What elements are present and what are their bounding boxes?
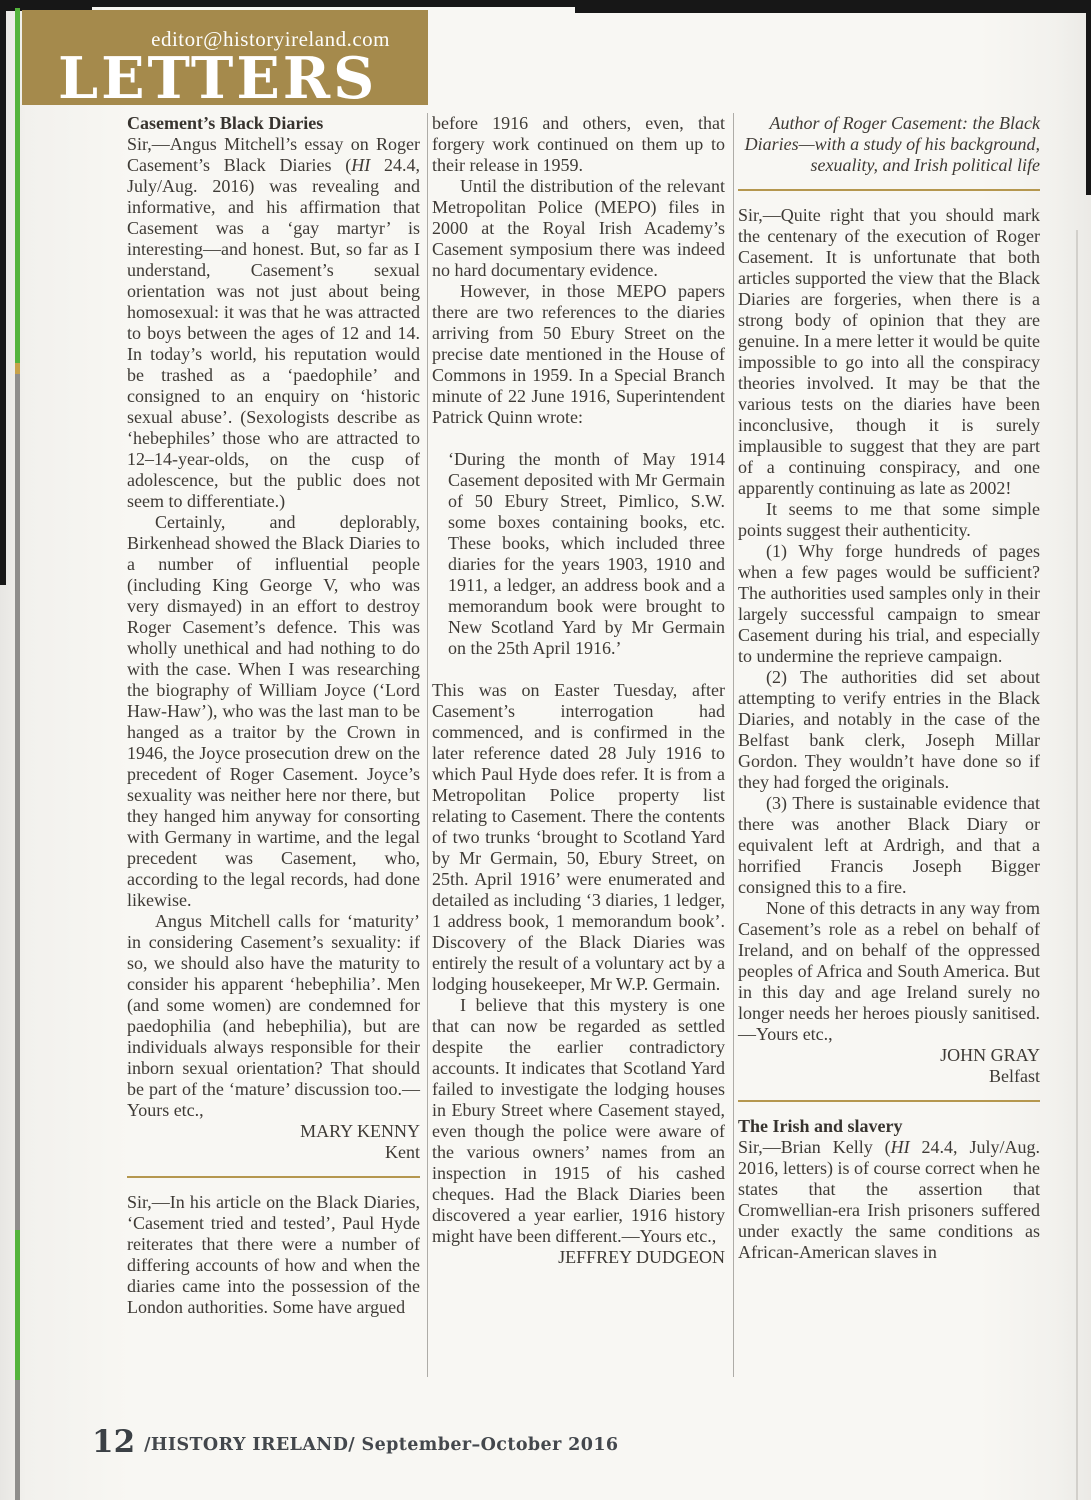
spine-strip-green-top (15, 8, 20, 363)
letter-paragraph: Certainly, and deplorably, Birkenhead showed the Black Diaries to a number of influential people (including King George V, who was very dismayed) in an effort to destroy Roger Casement’s defence. This was wholly unethical and had nothing to do with the case. When I was researching the biography of William Joyce (‘Lord Haw-Haw’), who was the last man to be hanged as a traitor by the Crown in 1946, the Joyce prosecution drew on the precedent of Roger Casement. Joyce’s sexuality was neither here nor there, but they hanged him anyway for consorting with Germany in wartime, and the legal precedent was Casement, who, according to the legal records, had done likewise. (127, 512, 420, 910)
author-credit: Author of Roger Casement: the Black Diaries—with a study of his background, sexuality, and Irish political life (744, 113, 1040, 175)
letters-column-3 (738, 113, 1040, 1263)
letters-banner (22, 10, 428, 112)
letter-paragraph: It seems to me that some simple points suggest their authenticity. (738, 499, 1040, 540)
page-curl-shadow (1076, 230, 1078, 1500)
letter-heading: Casement’s Black Diaries (127, 113, 324, 133)
page-number: 12 (92, 1424, 136, 1460)
letters-column-2 (432, 113, 725, 1268)
letter-paragraph: Sir,—Quite right that you should mark the centenary of the execution of Roger Casement. It is unfortunate that both articles supported the view that the Black Diaries are forgeries, when there is a strong body of opinion that they are genuine. In a mere letter it would be quite impossible to go into all the conspiracy theories involved. It may be that the various tests on the diaries have been inconclusive, though it is surely implausible to suggest that they are part of a continuing conspiracy, and one apparently continuing as late as 2002! (738, 205, 1040, 498)
letter-paragraph: Sir,—Angus Mitchell’s essay on Roger Casement’s Black Diaries (HI 24.4, July/Aug. 2016) was revealing and informative, and his affirmation that Casement was a ‘gay martyr’ is interesting—and honest. But, so far as I understand, Casement’s sexual orientation was not just about being homosexual: it was that he was attracted to boys between the ages of 12 and 14. In today’s world, his reputation would be trashed as a ‘paedophile’ and consigned to an enquiry on ‘historic sexual abuse’. (Sexologists describe as ‘hebephiles’ those who are attracted to 12–14-year-olds, on the cusp of adolescence, but the public does not seem to differentiate.) (127, 134, 420, 511)
scan-top-edge-right (575, 0, 1091, 13)
page-title: LETTERS (58, 45, 378, 112)
letter-paragraph: This was on Easter Tuesday, after Casement’s interrogation had commenced, and is confirmed in the later reference dated 28 July 1916 to which Paul Hyde does refer. It is from a Metropolitan Police property list relating to Casement. There the contents of two trunks ‘brought to Scotland Yard by Mr Germain, 50, Ebury Street, on 25th. April 1916’ were enumerated and detailed as including ‘3 diaries, 1 ledger, 1 address book, 1 memorandum book’. Discovery of the Black Diaries was entirely the result of a voluntary act by a lodging housekeeper, Mr W.P. Germain. (432, 680, 725, 994)
letter-paragraph: None of this detracts in any way from Casement’s role as a rebel on behalf of Ireland, and on behalf of the oppressed peoples of Africa and South America. But in this day and age Ireland surely no longer needs her heroes piously sanitised.—Yours etc., (738, 898, 1040, 1044)
scan-right-edge (1086, 0, 1091, 195)
column-divider-1 (427, 113, 428, 1377)
issue-title: /HISTORY IRELAND/ September–October 2016 (144, 1435, 619, 1455)
page-footer (92, 1424, 618, 1460)
letter-signature: JOHN GRAY Belfast (940, 1045, 1040, 1086)
spine-strip-gold (15, 363, 20, 374)
letter-quote: ‘During the month of May 1914 Casement deposited with Mr Germain of 50 Ebury Street, Pimlico, S.W. some boxes containing books, etc. These books, which included three diaries for the years 1903, 1910 and 1911, a ledger, an address book and a memorandum book were brought to New Scotland Yard by Mr Germain on the 25th April 1916.’ (448, 449, 725, 658)
letter-paragraph: I believe that this mystery is one that can now be regarded as settled despite the earlier contradictory accounts. It indicates that Scotland Yard failed to investigate the lodging houses in Ebury Street where Casement stayed, even though the police were aware of the various owners’ names from an inspection in 1915 of his cashed cheques. Had the Black Diaries been discovered a year earlier, 1916 history might have been different.—Yours etc., (432, 995, 725, 1246)
letter-paragraph: Until the distribution of the relevant Metropolitan Police (MEPO) files in 2000 at the Royal Irish Academy’s Casement symposium there was indeed no hard documentary evidence. (432, 176, 725, 280)
spine-strip-gray-middle (15, 374, 20, 1230)
letter-paragraph: Sir,—Brian Kelly (HI 24.4, July/Aug. 2016, letters) is of course correct when he states that the assertion that Cromwellian-era Irish prisoners suffered under exactly the same conditions as African-American slaves in (738, 1137, 1040, 1262)
letter-paragraph: (1) Why forge hundreds of pages when a few pages would be sufficient? The authorities used samples only in their largely successful campaign to smear Casement during his trial, and especially to undermine the reprieve campaign. (738, 541, 1040, 666)
letter-paragraph: Sir,—In his article on the Black Diaries, ‘Casement tried and tested’, Paul Hyde reiterates that there were a number of differing accounts of how and when the diaries came into the possession of the London authorities. Some have argued (127, 1192, 420, 1317)
letter-paragraph: before 1916 and others, even, that forgery work continued on them up to their release in 1959. (432, 113, 725, 175)
letter-paragraph: (3) There is sustainable evidence that there was another Black Diary or equivalent left at Ardrigh, and that a horrified Francis Joseph Bigger consigned this to a fire. (738, 793, 1040, 897)
gold-divider-rule (738, 189, 1040, 191)
letter-paragraph: Angus Mitchell calls for ‘maturity’ in considering Casement’s sexuality: if so, we should also have the maturity to consider his apparent ‘hebephilia’. Men (and some women) are condemned for paedophilia (and hebephilia), but are individuals always responsible for their inborn sexual orientation? That should be part of the ‘mature’ discussion too.—Yours etc., (127, 911, 420, 1120)
spine-strip-green-bottom (15, 1230, 20, 1380)
letter-heading: The Irish and slavery (738, 1116, 903, 1136)
column-divider-2 (733, 113, 734, 1377)
scan-left-edge (0, 0, 6, 585)
letter-paragraph: However, in those MEPO papers there are two references to the diaries arriving from 50 Ebury Street on the precise date mentioned in the House of Commons in 1959. In a Special Branch minute of 22 June 1916, Superintendent Patrick Quinn wrote: (432, 281, 725, 427)
letter-paragraph: (2) The authorities did set about attempting to verify entries in the Black Diaries, and notably in the case of the Belfast bank clerk, Joseph Millar Gordon. They wouldn’t have done so if they had forged the originals. (738, 667, 1040, 792)
editor-email: editor@historyireland.com (151, 27, 390, 51)
letter-signature: MARY KENNY Kent (300, 1121, 420, 1162)
gold-divider-rule (738, 1100, 1040, 1102)
gold-divider-rule (127, 1176, 420, 1178)
letter-signature: JEFFREY DUDGEON (558, 1247, 725, 1267)
spine-strip-gray-bottom (15, 1380, 20, 1500)
letters-column-1 (127, 113, 420, 1318)
